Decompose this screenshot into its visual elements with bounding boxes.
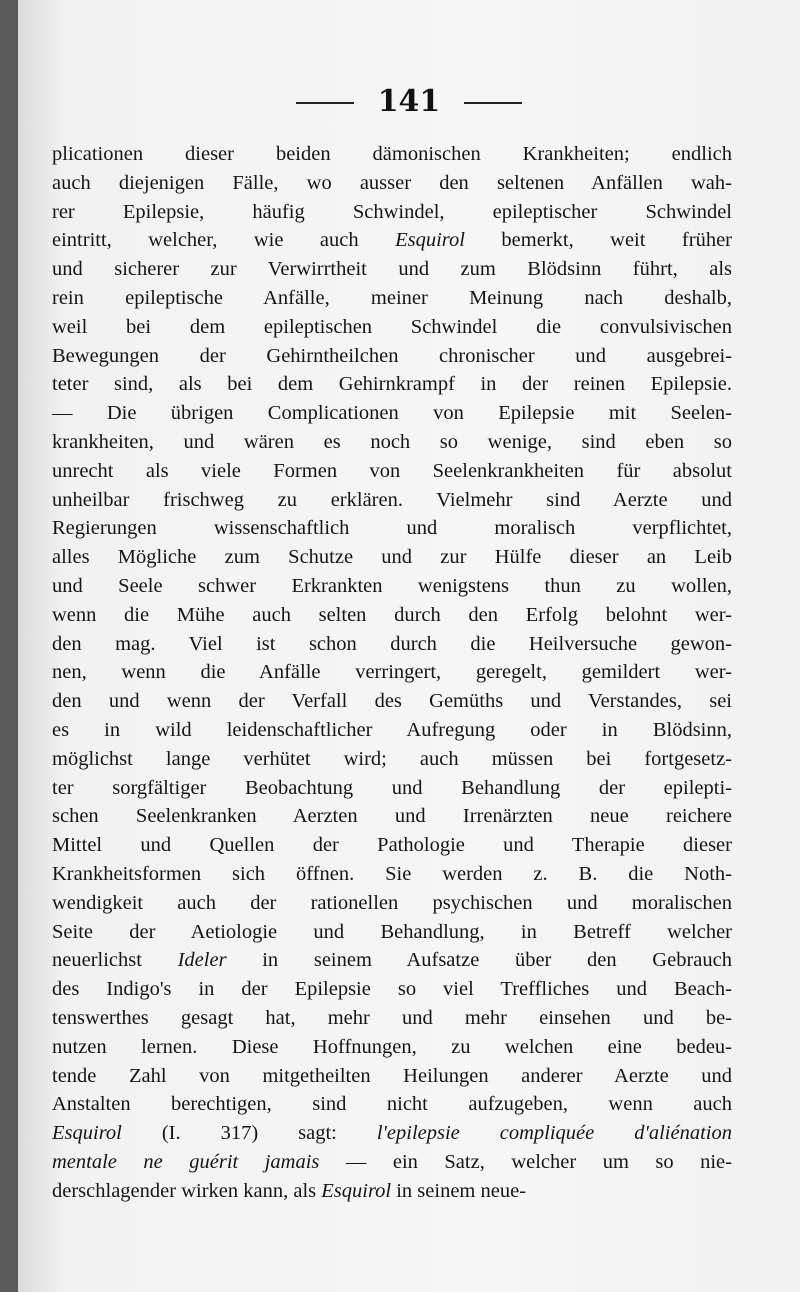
header-rule-right (464, 102, 522, 104)
text-line (52, 486, 732, 515)
text-line (52, 716, 732, 745)
text-segment: und Seele schwer Erkrankten wenigstens thun zu wollen, (52, 574, 732, 597)
text-line (52, 1062, 732, 1091)
text-line (52, 975, 732, 1004)
text-segment: plicationen dieser beiden dämonischen Krankheiten; endlich (52, 143, 732, 165)
text-line (52, 457, 732, 486)
body-text (52, 140, 732, 1205)
text-segment: nen, wenn die Anfälle verringert, geregelt, gemildert wer- (52, 661, 732, 684)
text-segment: Krankheitsformen sich öffnen. Sie werden z. B. die Noth- (52, 862, 732, 885)
text-segment: nutzen lernen. Diese Hoffnungen, zu welchen eine bedeu- (52, 1035, 732, 1058)
text-segment: neuerlichst (52, 949, 178, 972)
text-line (52, 1119, 732, 1148)
text-segment: Regierungen wissenschaftlich und moralisch verpflichtet, (52, 517, 732, 540)
text-segment: (I. 317) sagt: (121, 1122, 377, 1145)
italic-segment: Esquirol (321, 1179, 392, 1202)
text-segment: es in wild leidenschaftlicher Aufregung oder in Blödsinn, (52, 718, 732, 741)
italic-segment: Ideler (177, 949, 227, 972)
text-segment: auch diejenigen Fälle, wo ausser den seltenen Anfällen wah- (52, 171, 732, 194)
text-segment: den mag. Viel ist schon durch die Heilversuche gewon- (52, 632, 732, 655)
text-line (52, 1090, 732, 1119)
italic-segment: mentale ne guérit jamais (52, 1150, 320, 1173)
text-segment: tenswerthes gesagt hat, mehr und mehr einsehen und be- (52, 1006, 732, 1029)
text-line (52, 802, 732, 831)
text-line (52, 226, 732, 255)
text-line (52, 918, 732, 947)
text-line (52, 572, 732, 601)
text-segment: wendigkeit auch der rationellen psychischen und moralischen (52, 891, 732, 914)
text-line (52, 255, 732, 284)
text-segment: unrecht als viele Formen von Seelenkrankheiten für absolut (52, 459, 732, 482)
text-segment: eintritt, welcher, wie auch (52, 229, 396, 252)
text-segment: und sicherer zur Verwirrtheit und zum Blödsinn führt, als (52, 258, 732, 281)
text-line (52, 946, 732, 975)
text-segment: wenn die Mühe auch selten durch den Erfolg belohnt wer- (52, 603, 732, 626)
text-segment: des Indigo's in der Epilepsie so viel Treffliches und Beach- (52, 978, 732, 1001)
text-line (52, 399, 732, 428)
text-segment: unheilbar frischweg zu erklären. Vielmehr sind Aerzte und (52, 488, 732, 511)
text-segment: rer Epilepsie, häufig Schwindel, epileptischer Schwindel (52, 200, 732, 223)
text-line (52, 774, 732, 803)
text-line (52, 198, 732, 227)
text-line (52, 658, 732, 687)
text-segment: bemerkt, weit früher (464, 229, 732, 252)
text-line (52, 428, 732, 457)
header-rule-left (296, 102, 354, 104)
text-segment: — Die übrigen Complicationen von Epilepsie mit Seelen- (52, 402, 732, 425)
text-segment: weil bei dem epileptischen Schwindel die convulsivischen (52, 315, 732, 338)
text-line (52, 1177, 732, 1206)
text-line (52, 1148, 732, 1177)
text-segment: Mittel und Quellen der Pathologie und Therapie dieser (52, 834, 732, 857)
text-line (52, 169, 732, 198)
text-segment: in seinem neue- (391, 1179, 527, 1202)
text-segment: — ein Satz, welcher um so nie- (319, 1150, 732, 1173)
page-header (18, 84, 800, 120)
text-segment: schen Seelenkranken Aerzten und Irrenärzten neue reichere (52, 805, 732, 828)
text-line (52, 1033, 732, 1062)
text-segment: möglichst lange verhütet wird; auch müssen bei fortgesetz- (52, 747, 732, 770)
text-line (52, 860, 732, 889)
text-line (52, 370, 732, 399)
text-line (52, 140, 732, 169)
text-segment: teter sind, als bei dem Gehirnkrampf in der reinen Epilepsie. (52, 373, 732, 396)
text-line (52, 630, 732, 659)
italic-segment: l'epilepsie compliquée d'aliénation (376, 1122, 732, 1145)
text-segment: krankheiten, und wären es noch so wenige, sind eben so (52, 430, 732, 453)
text-line (52, 284, 732, 313)
text-line (52, 745, 732, 774)
text-line (52, 687, 732, 716)
text-segment: alles Mögliche zum Schutze und zur Hülfe dieser an Leib (52, 546, 732, 569)
text-line (52, 831, 732, 860)
page-number: 141 (377, 84, 441, 119)
text-line (52, 342, 732, 371)
text-segment: ter sorgfältiger Beobachtung und Behandlung der epilepti- (52, 776, 732, 799)
text-segment: Bewegungen der Gehirntheilchen chronischer und ausgebrei- (52, 344, 732, 367)
italic-segment: Esquirol (395, 229, 465, 252)
text-line (52, 1004, 732, 1033)
text-line (52, 601, 732, 630)
text-segment: derschlagender wirken kann, als (52, 1179, 322, 1202)
text-line (52, 514, 732, 543)
text-line (52, 889, 732, 918)
book-page (18, 0, 800, 1292)
text-segment: tende Zahl von mitgetheilten Heilungen anderer Aerzte und (52, 1064, 732, 1087)
text-segment: Seite der Aetiologie und Behandlung, in Betreff welcher (52, 920, 732, 943)
text-segment: Anstalten berechtigen, sind nicht aufzugeben, wenn auch (52, 1093, 732, 1116)
text-segment: rein epileptische Anfälle, meiner Meinung nach deshalb, (52, 286, 732, 309)
italic-segment: Esquirol (52, 1122, 122, 1145)
text-line (52, 313, 732, 342)
text-segment: den und wenn der Verfall des Gemüths und Verstandes, sei (52, 690, 732, 713)
text-line (52, 543, 732, 572)
text-segment: in seinem Aufsatze über den Gebrauch (226, 949, 732, 972)
